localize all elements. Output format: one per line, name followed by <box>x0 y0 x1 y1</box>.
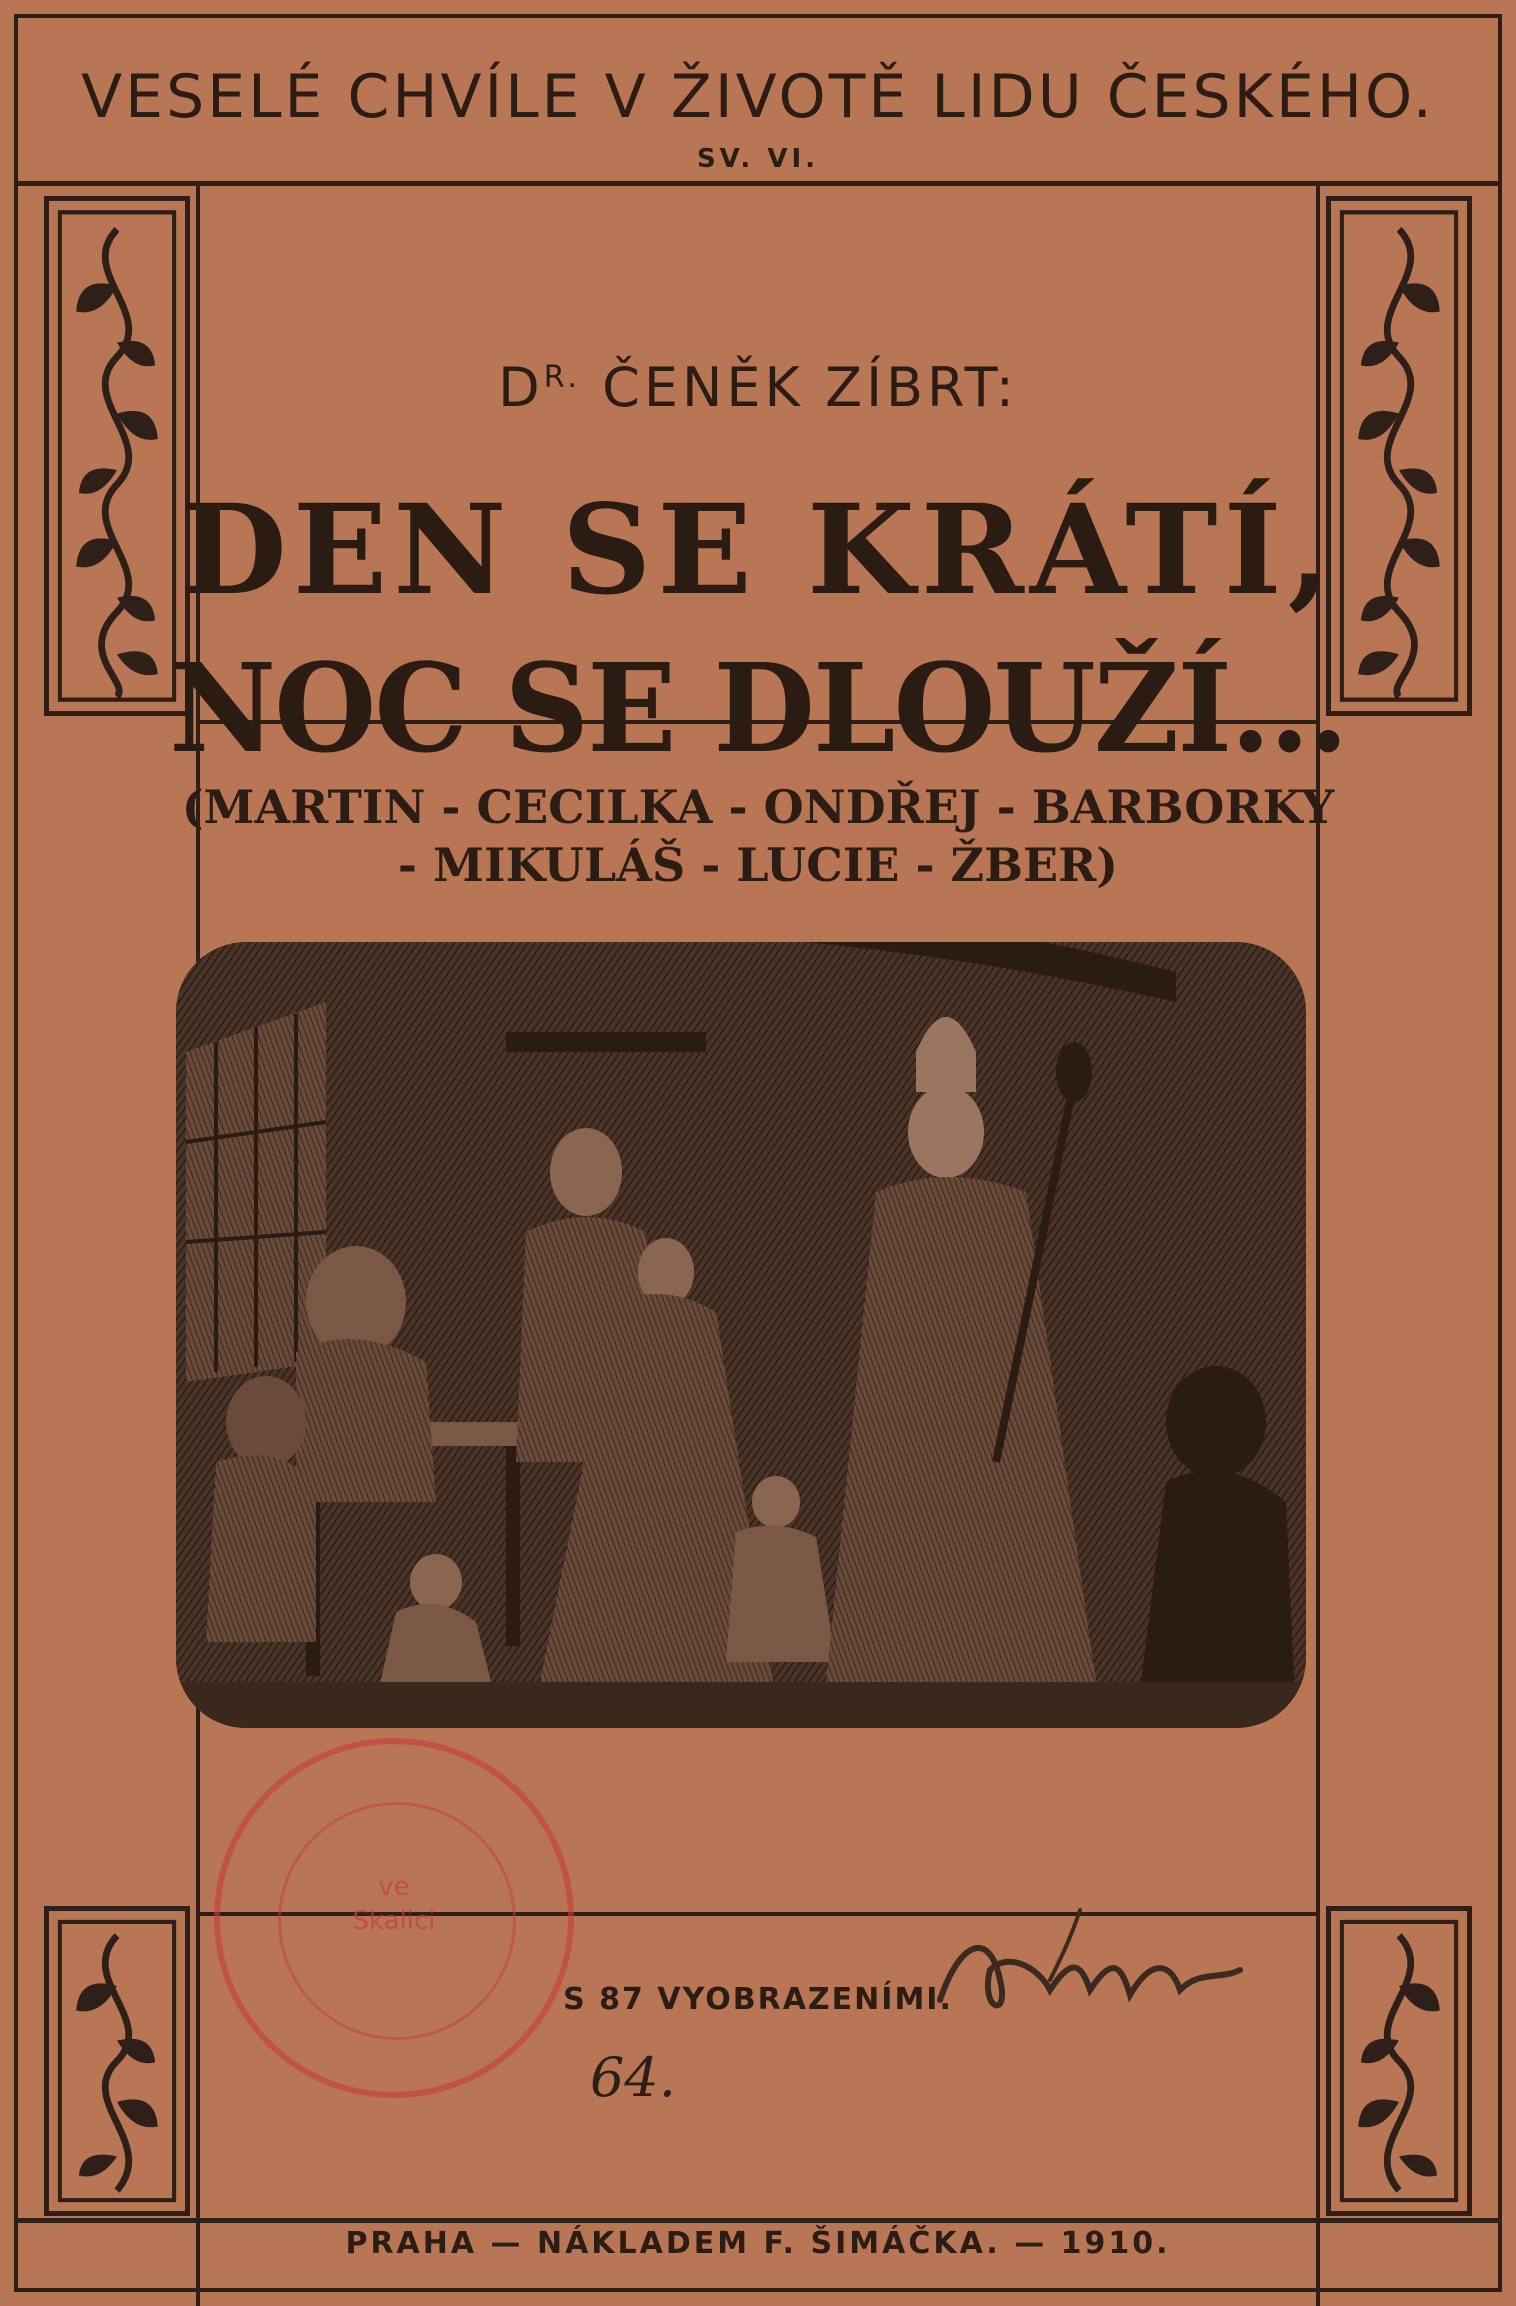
stamp-text-line-2: Skalici <box>352 1906 436 1936</box>
book-title-line-2: NOC SE DLOUŽÍ... <box>169 636 1347 780</box>
library-stamp <box>214 1738 574 2098</box>
subtitle-line-2: - MIKULÁŠ - LUCIE - ŽBER) <box>397 838 1119 892</box>
illustration-count-note: S 87 VYOBRAZENÍMI. <box>563 1982 953 2017</box>
floral-ornament-icon <box>1326 1906 1472 2216</box>
floral-ornament-icon <box>44 1906 190 2216</box>
author-name: $D^{R.}$ ČENĚK ZÍBRT: <box>498 356 1018 419</box>
series-volume: SV. VI. <box>696 144 820 174</box>
publisher-imprint: PRAHA — NÁKLADEM F. ŠIMÁČKA. — 1910. <box>345 2226 1171 2261</box>
subtitle-line-1: (MARTIN - CECILKA - ONDŘEJ - BARBORKY <box>181 780 1335 834</box>
book-title-line-1: DEN SE KRÁTÍ, <box>179 478 1337 623</box>
stamp-text-line-1: ve <box>378 1872 410 1902</box>
handwritten-signature-icon <box>920 1900 1260 2040</box>
handwritten-number: 64. <box>590 2046 676 2109</box>
series-header <box>18 18 1498 186</box>
engraving-illustration <box>176 942 1306 1728</box>
series-title: VESELÉ CHVÍLE V ŽIVOTĚ LIDU ČESKÉHO. <box>81 62 1435 132</box>
divider-imprint <box>18 2218 1498 2223</box>
